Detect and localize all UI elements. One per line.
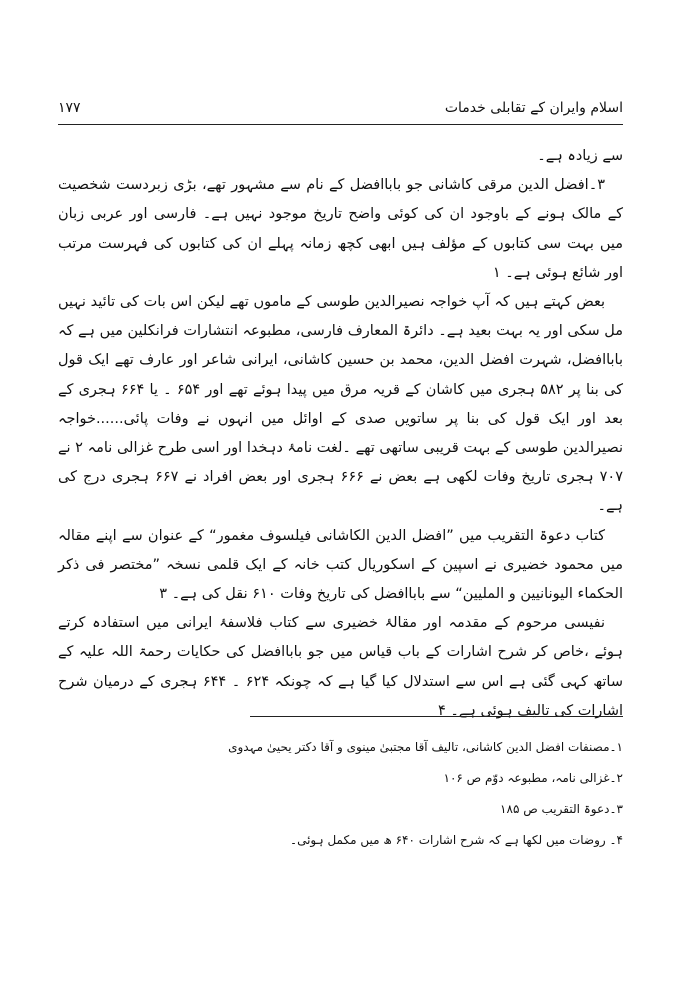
header-rule	[58, 124, 623, 125]
footnote-item: ۳۔دعوۃ التقریب ص ۱۸۵	[500, 802, 623, 816]
paragraph-continuation: سے زیادہ ہے۔	[537, 148, 623, 164]
running-title: اسلام وایران کے تقابلی خدمات	[444, 100, 623, 116]
paragraph-biography: بعض کہتے ہیں کہ آپ خواجہ نصیرالدین طوسی کے ماموں تھے لیکن اس بات کی تائید نہیں مل سکی اور یہ بہت بعید ہے۔ دائرۃ المعارف فارسی، مطبوعہ انتشارات فرانکلین میں ہے کہ باباافضل، شہرت افضل الدین، محمد بن حسین کاشانی، ایرانی شاعر اور عارف تھے ایک قول کی بنا پر ۵۸۲ ہجری میں کاشان کے قریہ مرق میں پیدا ہوئے تھے اور ۶۵۴ ۔ یا ۶۶۴ ہجری کے بعد اور ایک قول کی بنا پر ساتویں صدی کے اوائل میں انہوں نے وفات پائی......خواجہ نصیرالدین طوسی کے بہت قریبی ساتھی تھے ۔لغت نامۂ دہخدا اور اسی طرح غزالی نامہ ۲ نے ۷۰۷ ہجری تاریخ وفات لکھی ہے بعض نے ۶۶۶ ہجری اور بعض افراد نے ۶۶۷ ہجری درج کی ہے۔	[58, 294, 623, 515]
footnote-item: ۴۔ روضات میں لکھا ہے کہ شرح اشارات ۶۴۰ ھ میں مکمل ہوئی۔	[290, 833, 623, 847]
paragraph-dawat-taqrib: کتاب دعوۃ التقریب میں ”افضل الدین الکاشانی فیلسوف مغمور“ کے عنوان سے اپنے مقالہ میں محمود خضیری نے اسپین کے اسکوریال کتب خانہ کے ایک قلمی نسخہ ”مختصر فی ذکر الحکماء الیونانیین و الملیین“ سے باباافضل کی تاریخ وفات ۶۱۰ نقل کی ہے۔ ۳	[58, 527, 623, 603]
footnote-item: ۲۔غزالی نامہ، مطبوعہ دوّم ص ۱۰۶	[443, 771, 623, 785]
paragraph-nafisi: نفیسی مرحوم کے مقدمہ اور مقالۂ خضیری سے کتاب فلاسفۂ ایرانی میں استفادہ کرتے ہوئے ،خاص کر شرح اشارات کے باب قیاس میں جو باباافضل کی حکایات رحمۃ اللہ علیہ کے ساتھ کہی گئی ہے اس سے استدلال کیا گیا ہے کہ چونکہ ۶۲۴ ۔ ۶۴۴ ہجری کے درمیان شرح اشارات کی تالیف ہوئی ہے۔ ۴	[58, 615, 623, 719]
footnote-separator	[250, 716, 623, 717]
body-text	[58, 142, 623, 726]
paragraph-baba-afzal-intro: ۳۔افضل الدین مرقی کاشانی جو باباافضل کے نام سے مشہور تھے، بڑی زبردست شخصیت کے مالک ہونے کے باوجود ان کی کوئی واضح تاریخ موجود نہیں ہے۔ فارسی اور عربی زبان میں بہت سی کتابوں کے مؤلف ہیں ابھی کچھ زمانہ پہلے ان کی کتابوں کی فہرست مرتب اور شائع ہوئی ہے۔ ۱	[58, 177, 623, 281]
footnote-item: ۱۔مصنفات افضل الدین کاشانی، تالیف آقا مجتبیٰ مینوی و آقا دکتر یحییٰ مہدوی	[228, 740, 623, 754]
footnotes	[58, 732, 623, 856]
page-number: ۱۷۷	[58, 100, 81, 116]
page-header	[58, 100, 623, 122]
